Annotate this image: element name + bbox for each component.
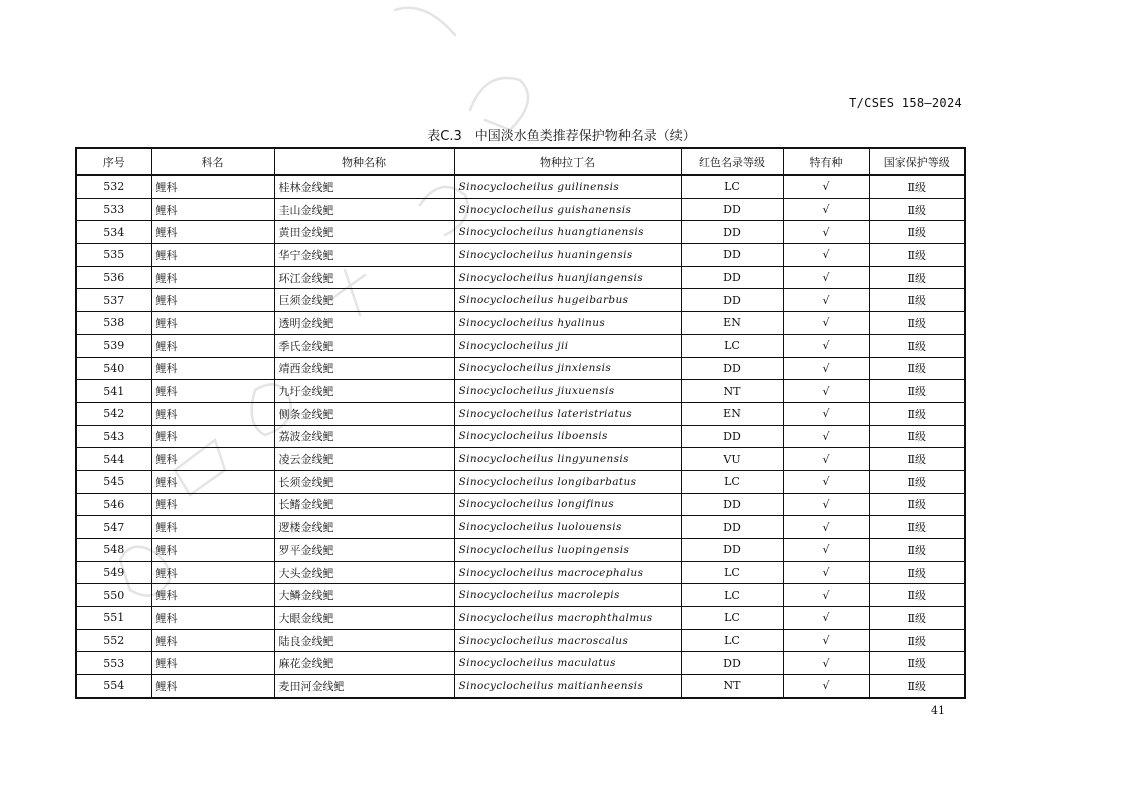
endemic-cell: √	[783, 629, 869, 652]
species-name-cell: 侧条金线鲃	[274, 402, 454, 425]
red-list-cell: LC	[681, 561, 783, 584]
red-list-cell: NT	[681, 675, 783, 698]
species-name-cell: 大头金线鲃	[274, 561, 454, 584]
column-header-endemic: 特有种	[783, 148, 869, 175]
index-cell: 535	[76, 244, 151, 267]
latin-name-cell: Sinocyclocheilus liboensis	[454, 425, 681, 448]
protection-level-cell: Ⅱ级	[869, 289, 965, 312]
family-cell: 鲤科	[151, 266, 274, 289]
red-list-cell: LC	[681, 584, 783, 607]
family-cell: 鲤科	[151, 629, 274, 652]
family-cell: 鲤科	[151, 539, 274, 562]
protection-level-cell: Ⅱ级	[869, 334, 965, 357]
table-title: 表C.3 中国淡水鱼类推荐保护物种名录（续）	[427, 129, 696, 144]
family-cell: 鲤科	[151, 425, 274, 448]
red-list-cell: EN	[681, 402, 783, 425]
latin-name-cell: Sinocyclocheilus lateristriatus	[454, 402, 681, 425]
endemic-cell: √	[783, 539, 869, 562]
endemic-cell: √	[783, 244, 869, 267]
family-cell: 鲤科	[151, 607, 274, 630]
index-cell: 537	[76, 289, 151, 312]
endemic-cell: √	[783, 357, 869, 380]
family-cell: 鲤科	[151, 312, 274, 335]
latin-name-cell: Sinocyclocheilus macrolepis	[454, 584, 681, 607]
species-name-cell: 罗平金线鲃	[274, 539, 454, 562]
endemic-cell: √	[783, 652, 869, 675]
protection-level-cell: Ⅱ级	[869, 607, 965, 630]
species-name-cell: 桂林金线鲃	[274, 175, 454, 198]
endemic-cell: √	[783, 516, 869, 539]
protection-level-cell: Ⅱ级	[869, 266, 965, 289]
endemic-cell: √	[783, 402, 869, 425]
latin-name-cell: Sinocyclocheilus longibarbatus	[454, 470, 681, 493]
latin-name-cell: Sinocyclocheilus jiuxuensis	[454, 380, 681, 403]
red-list-cell: NT	[681, 380, 783, 403]
table-row	[76, 198, 965, 221]
red-list-cell: VU	[681, 448, 783, 471]
endemic-cell: √	[783, 198, 869, 221]
endemic-cell: √	[783, 470, 869, 493]
red-list-cell: DD	[681, 198, 783, 221]
protection-level-cell: Ⅱ级	[869, 312, 965, 335]
index-cell: 543	[76, 425, 151, 448]
latin-name-cell: Sinocyclocheilus guilinensis	[454, 175, 681, 198]
red-list-cell: DD	[681, 425, 783, 448]
table-row	[76, 493, 965, 516]
species-name-cell: 陆良金线鲃	[274, 629, 454, 652]
species-name-cell: 麻花金线鲃	[274, 652, 454, 675]
index-cell: 536	[76, 266, 151, 289]
red-list-cell: DD	[681, 539, 783, 562]
species-name-cell: 大眼金线鲃	[274, 607, 454, 630]
protection-level-cell: Ⅱ级	[869, 470, 965, 493]
table-row	[76, 516, 965, 539]
species-name-cell: 黄田金线鲃	[274, 221, 454, 244]
endemic-cell: √	[783, 425, 869, 448]
latin-name-cell: Sinocyclocheilus maculatus	[454, 652, 681, 675]
protection-level-cell: Ⅱ级	[869, 584, 965, 607]
latin-name-cell: Sinocyclocheilus hugeibarbus	[454, 289, 681, 312]
red-list-cell: LC	[681, 607, 783, 630]
table-row	[76, 357, 965, 380]
endemic-cell: √	[783, 493, 869, 516]
index-cell: 552	[76, 629, 151, 652]
endemic-cell: √	[783, 607, 869, 630]
family-cell: 鲤科	[151, 357, 274, 380]
family-cell: 鲤科	[151, 470, 274, 493]
index-cell: 549	[76, 561, 151, 584]
table-row	[76, 652, 965, 675]
index-cell: 540	[76, 357, 151, 380]
latin-name-cell: Sinocyclocheilus huaningensis	[454, 244, 681, 267]
index-cell: 547	[76, 516, 151, 539]
index-cell: 548	[76, 539, 151, 562]
index-cell: 532	[76, 175, 151, 198]
table-row	[76, 561, 965, 584]
family-cell: 鲤科	[151, 221, 274, 244]
table-row	[76, 312, 965, 335]
column-header-protection-level: 国家保护等级	[869, 148, 965, 175]
family-cell: 鲤科	[151, 289, 274, 312]
latin-name-cell: Sinocyclocheilus longifinus	[454, 493, 681, 516]
family-cell: 鲤科	[151, 244, 274, 267]
protection-level-cell: Ⅱ级	[869, 493, 965, 516]
protection-level-cell: Ⅱ级	[869, 448, 965, 471]
protection-level-cell: Ⅱ级	[869, 516, 965, 539]
protection-level-cell: Ⅱ级	[869, 402, 965, 425]
table-row	[76, 266, 965, 289]
red-list-cell: DD	[681, 266, 783, 289]
protection-level-cell: Ⅱ级	[869, 652, 965, 675]
species-name-cell: 圭山金线鲃	[274, 198, 454, 221]
protection-level-cell: Ⅱ级	[869, 539, 965, 562]
latin-name-cell: Sinocyclocheilus jii	[454, 334, 681, 357]
latin-name-cell: Sinocyclocheilus maitianheensis	[454, 675, 681, 698]
column-header-family: 科名	[151, 148, 274, 175]
index-cell: 534	[76, 221, 151, 244]
index-cell: 546	[76, 493, 151, 516]
index-cell: 533	[76, 198, 151, 221]
family-cell: 鲤科	[151, 675, 274, 698]
red-list-cell: LC	[681, 470, 783, 493]
endemic-cell: √	[783, 380, 869, 403]
index-cell: 544	[76, 448, 151, 471]
latin-name-cell: Sinocyclocheilus luolouensis	[454, 516, 681, 539]
latin-name-cell: Sinocyclocheilus macroscalus	[454, 629, 681, 652]
species-table	[75, 147, 966, 699]
family-cell: 鲤科	[151, 175, 274, 198]
table-row	[76, 425, 965, 448]
family-cell: 鲤科	[151, 334, 274, 357]
table-row	[76, 244, 965, 267]
family-cell: 鲤科	[151, 493, 274, 516]
index-cell: 554	[76, 675, 151, 698]
red-list-cell: DD	[681, 652, 783, 675]
endemic-cell: √	[783, 448, 869, 471]
protection-level-cell: Ⅱ级	[869, 629, 965, 652]
table-row	[76, 607, 965, 630]
species-name-cell: 麦田河金线鲃	[274, 675, 454, 698]
index-cell: 538	[76, 312, 151, 335]
table-header-row	[76, 148, 965, 175]
column-header-species-name: 物种名称	[274, 148, 454, 175]
species-name-cell: 长须金线鲃	[274, 470, 454, 493]
endemic-cell: √	[783, 584, 869, 607]
latin-name-cell: Sinocyclocheilus guishanensis	[454, 198, 681, 221]
species-name-cell: 长鳍金线鲃	[274, 493, 454, 516]
protection-level-cell: Ⅱ级	[869, 244, 965, 267]
table-row	[76, 675, 965, 698]
column-header-red-list: 红色名录等级	[681, 148, 783, 175]
column-header-index: 序号	[76, 148, 151, 175]
index-cell: 542	[76, 402, 151, 425]
species-name-cell: 华宁金线鲃	[274, 244, 454, 267]
table-row	[76, 175, 965, 198]
species-name-cell: 靖西金线鲃	[274, 357, 454, 380]
red-list-cell: DD	[681, 221, 783, 244]
species-name-cell: 凌云金线鲃	[274, 448, 454, 471]
protection-level-cell: Ⅱ级	[869, 380, 965, 403]
protection-level-cell: Ⅱ级	[869, 357, 965, 380]
endemic-cell: √	[783, 334, 869, 357]
family-cell: 鲤科	[151, 561, 274, 584]
protection-level-cell: Ⅱ级	[869, 675, 965, 698]
table-row	[76, 584, 965, 607]
family-cell: 鲤科	[151, 198, 274, 221]
red-list-cell: EN	[681, 312, 783, 335]
species-name-cell: 季氏金线鲃	[274, 334, 454, 357]
latin-name-cell: Sinocyclocheilus jinxiensis	[454, 357, 681, 380]
red-list-cell: DD	[681, 289, 783, 312]
red-list-cell: LC	[681, 629, 783, 652]
table-row	[76, 629, 965, 652]
red-list-cell: DD	[681, 516, 783, 539]
species-name-cell: 透明金线鲃	[274, 312, 454, 335]
index-cell: 551	[76, 607, 151, 630]
family-cell: 鲤科	[151, 402, 274, 425]
table-row	[76, 448, 965, 471]
family-cell: 鲤科	[151, 380, 274, 403]
table-row	[76, 289, 965, 312]
protection-level-cell: Ⅱ级	[869, 175, 965, 198]
table-row	[76, 470, 965, 493]
protection-level-cell: Ⅱ级	[869, 561, 965, 584]
species-name-cell: 九圩金线鲃	[274, 380, 454, 403]
family-cell: 鲤科	[151, 584, 274, 607]
species-name-cell: 逻楼金线鲃	[274, 516, 454, 539]
table-row	[76, 380, 965, 403]
red-list-cell: DD	[681, 244, 783, 267]
protection-level-cell: Ⅱ级	[869, 198, 965, 221]
red-list-cell: DD	[681, 493, 783, 516]
index-cell: 541	[76, 380, 151, 403]
table-row	[76, 221, 965, 244]
species-name-cell: 荔波金线鲃	[274, 425, 454, 448]
red-list-cell: LC	[681, 334, 783, 357]
table-row	[76, 402, 965, 425]
latin-name-cell: Sinocyclocheilus lingyunensis	[454, 448, 681, 471]
endemic-cell: √	[783, 221, 869, 244]
endemic-cell: √	[783, 675, 869, 698]
species-name-cell: 环江金线鲃	[274, 266, 454, 289]
species-name-cell: 巨须金线鲃	[274, 289, 454, 312]
red-list-cell: DD	[681, 357, 783, 380]
endemic-cell: √	[783, 266, 869, 289]
latin-name-cell: Sinocyclocheilus luopingensis	[454, 539, 681, 562]
index-cell: 550	[76, 584, 151, 607]
table-row	[76, 539, 965, 562]
family-cell: 鲤科	[151, 652, 274, 675]
column-header-latin-name: 物种拉丁名	[454, 148, 681, 175]
endemic-cell: √	[783, 312, 869, 335]
page-number: 41	[931, 704, 945, 717]
table-row	[76, 334, 965, 357]
index-cell: 553	[76, 652, 151, 675]
latin-name-cell: Sinocyclocheilus macrocephalus	[454, 561, 681, 584]
protection-level-cell: Ⅱ级	[869, 425, 965, 448]
endemic-cell: √	[783, 289, 869, 312]
latin-name-cell: Sinocyclocheilus macrophthalmus	[454, 607, 681, 630]
latin-name-cell: Sinocyclocheilus hyalinus	[454, 312, 681, 335]
latin-name-cell: Sinocyclocheilus huanjiangensis	[454, 266, 681, 289]
protection-level-cell: Ⅱ级	[869, 221, 965, 244]
family-cell: 鲤科	[151, 516, 274, 539]
table-body	[76, 175, 965, 698]
family-cell: 鲤科	[151, 448, 274, 471]
standard-code: T/CSES 158—2024	[849, 96, 962, 110]
endemic-cell: √	[783, 561, 869, 584]
endemic-cell: √	[783, 175, 869, 198]
species-name-cell: 大鳞金线鲃	[274, 584, 454, 607]
red-list-cell: LC	[681, 175, 783, 198]
latin-name-cell: Sinocyclocheilus huangtianensis	[454, 221, 681, 244]
index-cell: 539	[76, 334, 151, 357]
index-cell: 545	[76, 470, 151, 493]
